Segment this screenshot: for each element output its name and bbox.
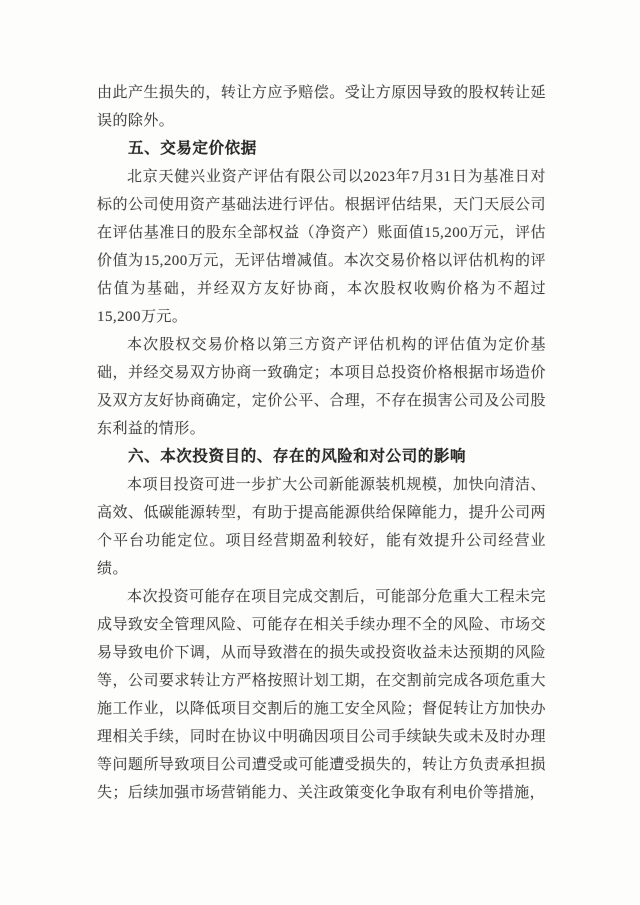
- document-content: [97, 79, 546, 807]
- section-heading-investment-purpose-risks: 六、本次投资目的、存在的风险和对公司的影响: [128, 448, 467, 465]
- paragraph-compensation-continuation: 由此产生损失的，转让方应予赔偿。受让方原因导致的股权转让延误的除外。: [97, 85, 546, 129]
- paragraph-asset-valuation: 北京天健兴业资产评估有限公司以2023年7月31日为基准日对标的公司使用资产基础法进行评估。根据评估结果，天门天辰公司在评估基准日的股东全部权益（净资产）账面值15,200万元，评估价值为15,200万元，无评估增减值。本次交易价格以评估机构的评估值为基础，并经双方友好协商，本次股权收购价格为不超过15,200万元。: [97, 169, 546, 325]
- section-heading-pricing-basis: 五、交易定价依据: [128, 140, 257, 157]
- paragraph-investment-purpose: 本项目投资可进一步扩大公司新能源装机规模，加快向清洁、高效、低碳能源转型，有助于提高能源供给保障能力，提升公司两个平台功能定位。项目经营期盈利较好，能有效提升公司经营业绩。: [97, 477, 546, 577]
- paragraph-price-determination: 本次股权交易价格以第三方资产评估机构的评估值为定价基础，并经交易双方协商一致确定；本项目总投资价格根据市场造价及双方友好协商确定，定价公平、合理，不存在损害公司及公司股东利益的情形。: [97, 337, 546, 437]
- paragraph-investment-risks: 本次投资可能存在项目完成交割后，可能部分危重大工程未完成导致安全管理风险、可能存在相关手续办理不全的风险、市场交易导致电价下调，从而导致潜在的损失或投资收益未达预期的风险等，公司要求转让方严格按照计划工期，在交割前完成各项危重大施工作业，以降低项目交割后的施工安全风险；督促转让方加快办理相关手续，同时在协议中明确因项目公司手续缺失或未及时办理等问题所导致项目公司遭受或可能遭受损失的，转让方负责承担损失；后续加强市场营销能力、关注政策变化争取有利电价等措施，: [97, 589, 546, 801]
